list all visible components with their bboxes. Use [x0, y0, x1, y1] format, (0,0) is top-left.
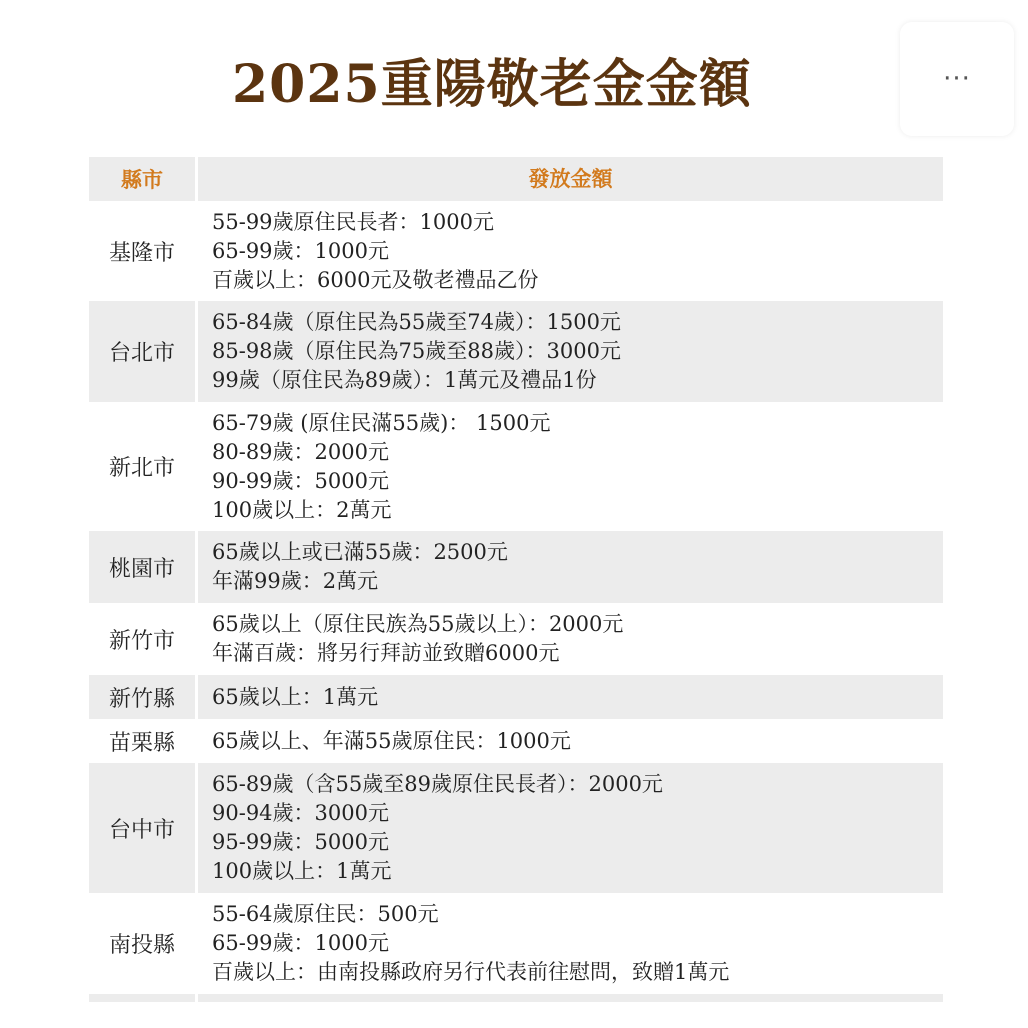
city-name: 台中市 — [89, 763, 195, 893]
amount-line: 65-89歲（含55歲至89歲原住民長者）：2000元 — [212, 772, 663, 796]
subsidy-table — [89, 157, 943, 994]
amount-line: 65歲以上（原住民族為55歲以上）：2000元 — [212, 612, 624, 636]
header-amount: 發放金額 — [198, 157, 943, 201]
amount-cell — [198, 763, 943, 893]
table-row — [89, 675, 943, 719]
city-name: 桃園市 — [89, 531, 195, 603]
amount-line: 65歲以上或已滿55歲：2500元 — [212, 540, 508, 564]
more-options-button[interactable] — [900, 22, 1014, 136]
amount-cell — [198, 531, 943, 603]
city-name: 新北市 — [108, 456, 175, 481]
amount-line: 100歲以上：1萬元 — [212, 859, 392, 883]
table-row — [89, 301, 943, 402]
table-row — [89, 719, 943, 763]
amount-line: 95-99歲：5000元 — [212, 830, 389, 854]
amount-cell — [198, 402, 943, 531]
amount-line: 年滿99歲：2萬元 — [212, 569, 379, 593]
amount-line: 65-84歲（原住民為55歲至74歲）：1500元 — [212, 310, 621, 334]
amount-line: 65歲以上、年滿55歲原住民：1000元 — [212, 728, 571, 753]
amount-line: 100歲以上：2萬元 — [212, 497, 392, 522]
amount-cell — [198, 675, 943, 719]
amount-cell — [198, 719, 943, 763]
amount-cell — [198, 201, 943, 301]
amount-line: 99歲（原住民為89歲）：1萬元及禮品1份 — [212, 368, 597, 392]
city-name: 基隆市 — [108, 240, 175, 266]
table-header-row — [89, 157, 943, 201]
amount-line: 65-79歲 (原住民滿55歲)： 1500元 — [212, 410, 551, 435]
city-name: 南投縣 — [108, 933, 175, 958]
amount-line: 65歲以上：1萬元 — [212, 684, 379, 709]
amount-line: 85-98歲（原住民為75歲至88歲）：3000元 — [212, 339, 621, 363]
page-title: 2025重陽敬老金金額 — [232, 54, 752, 115]
amount-line: 55-99歲原住民長者：1000元 — [212, 209, 494, 234]
city-name: 苗栗縣 — [108, 730, 175, 756]
table-row — [89, 531, 943, 603]
amount-cell — [198, 893, 943, 994]
table-row — [89, 893, 943, 994]
amount-line: 65-99歲：1000元 — [212, 238, 389, 263]
more-icon: ··· — [943, 64, 971, 94]
table-row — [89, 402, 943, 531]
amount-line: 55-64歲原住民：500元 — [212, 902, 439, 926]
amount-cell — [198, 301, 943, 402]
next-row-edge — [89, 994, 943, 1002]
amount-line: 90-94歲：3000元 — [212, 801, 389, 825]
city-name: 台北市 — [89, 301, 195, 402]
table-row — [89, 201, 943, 301]
amount-line: 百歲以上：由南投縣政府另行代表前往慰問，致贈1萬元 — [212, 960, 730, 984]
amount-line: 百歲以上：6000元及敬老禮品乙份 — [212, 267, 539, 292]
amount-line: 年滿百歲：將另行拜訪並致贈6000元 — [212, 641, 560, 665]
table-row — [89, 603, 943, 675]
table-row — [89, 763, 943, 893]
amount-line: 65-99歲：1000元 — [212, 931, 389, 955]
header-city: 縣市 — [89, 157, 195, 201]
city-name: 新竹縣 — [89, 675, 195, 719]
city-name: 新竹市 — [108, 628, 175, 654]
amount-line: 80-89歲：2000元 — [212, 439, 389, 464]
amount-line: 90-99歲：5000元 — [212, 468, 389, 493]
amount-cell — [198, 603, 943, 675]
